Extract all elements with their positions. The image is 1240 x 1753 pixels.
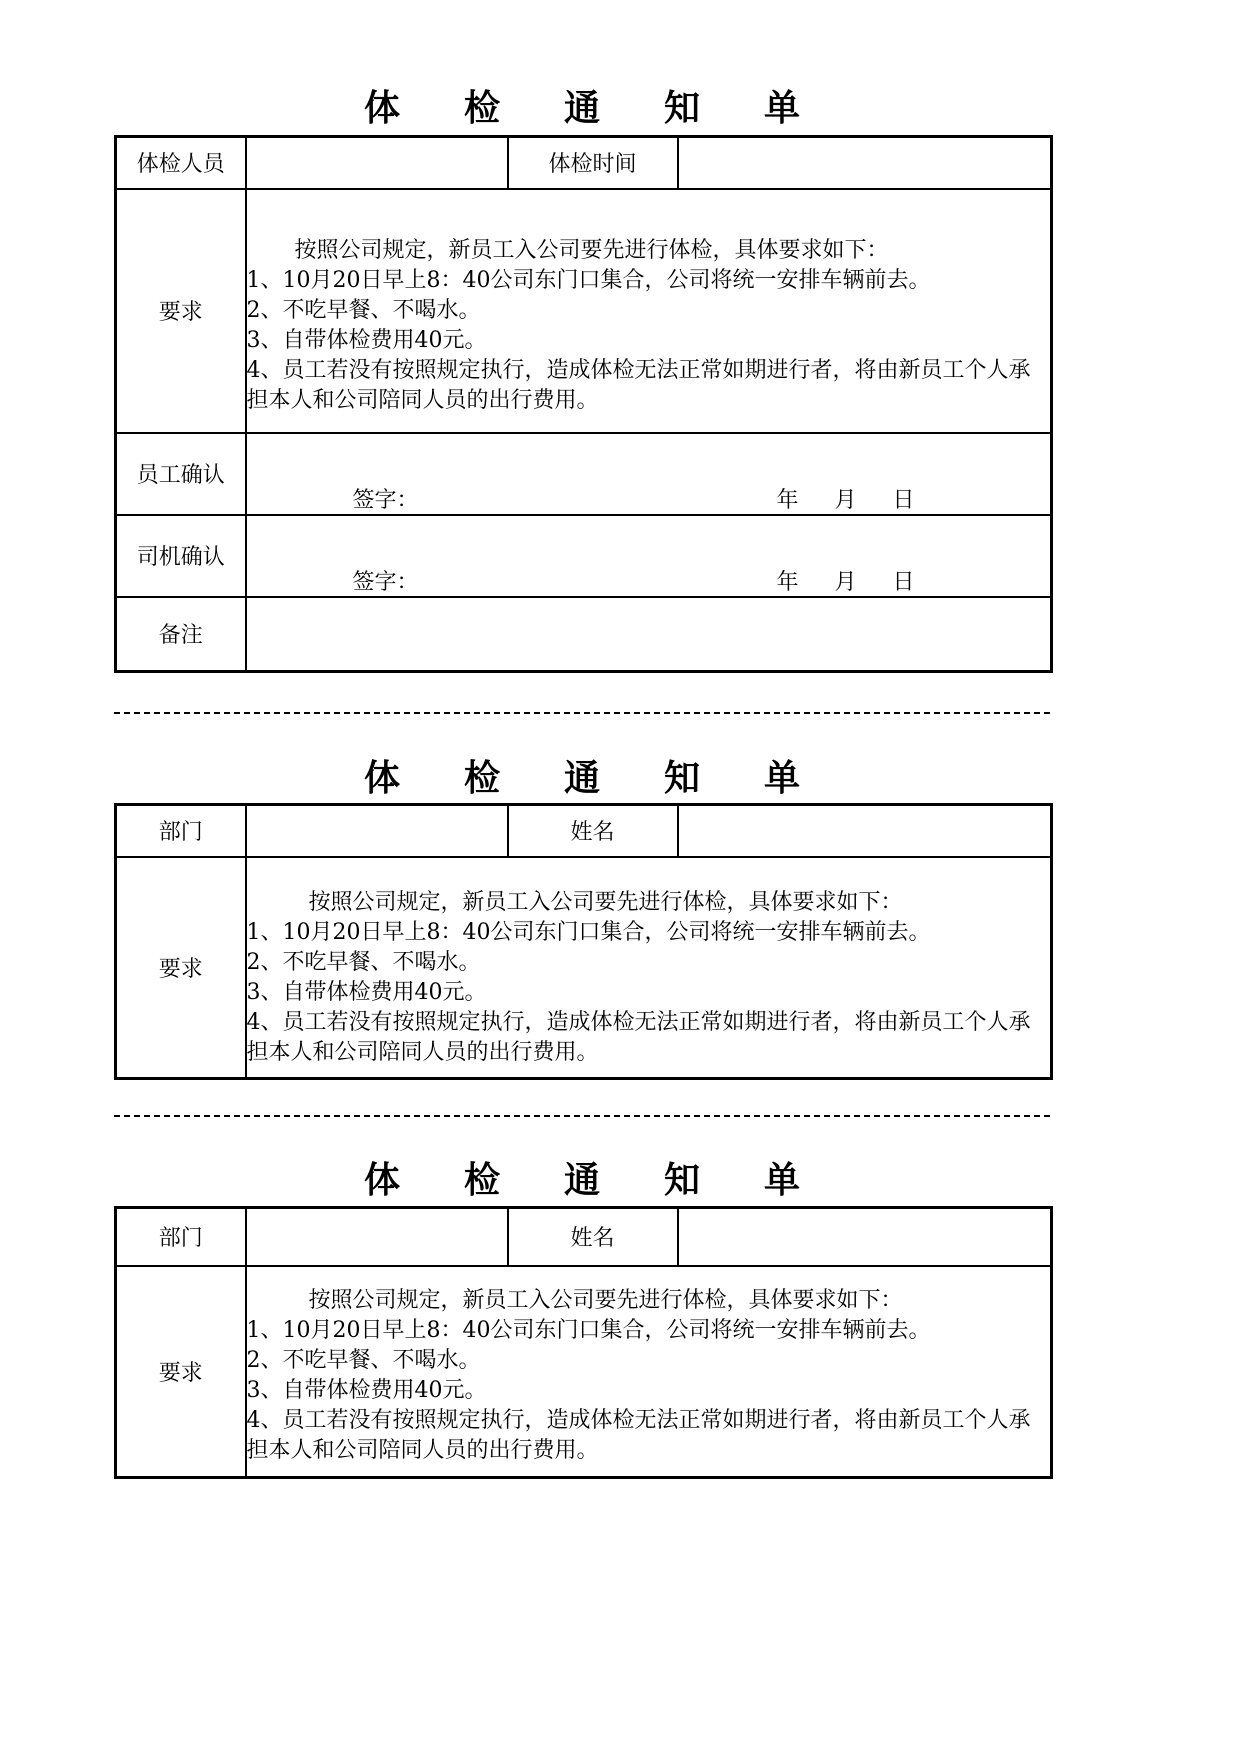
form-2-row-requirements [116, 857, 1052, 1079]
requirement-item: 2、不吃早餐、不喝水。 [246, 297, 481, 323]
title-char: 知 [664, 1159, 701, 1201]
form-1-row-header [116, 137, 1052, 189]
title-char: 知 [664, 87, 701, 129]
requirements-label: 要求 [116, 1266, 246, 1478]
form-1-row-employee-confirm [116, 433, 1052, 515]
employee-sign-label: 签字： [352, 487, 419, 513]
requirements-intro: 按照公司规定，新员工入公司要先进行体检，具体要求如下： [308, 1288, 903, 1314]
title-char: 单 [764, 87, 801, 129]
department-label: 部门 [116, 1208, 246, 1266]
form-1-row-requirements [116, 189, 1052, 433]
driver-confirm-label: 司机确认 [116, 515, 246, 597]
title-char: 单 [764, 1159, 801, 1201]
month-label: 月 [834, 569, 857, 595]
title-char: 检 [463, 87, 500, 129]
requirement-item: 2、不吃早餐、不喝水。 [246, 1348, 481, 1374]
department-field[interactable] [246, 805, 508, 857]
title-char: 体 [363, 757, 400, 799]
examinee-label: 体检人员 [116, 137, 246, 189]
name-field[interactable] [678, 805, 1052, 857]
requirement-item: 1、10月20日早上8：40公司东门口集合，公司将统一安排车辆前去。 [246, 267, 931, 293]
requirement-item: 1、10月20日早上8：40公司东门口集合，公司将统一安排车辆前去。 [246, 1318, 931, 1344]
requirement-item: 3、自带体检费用40元。 [246, 1378, 487, 1404]
form-3-row-requirements [116, 1266, 1052, 1478]
requirements-intro: 按照公司规定，新员工入公司要先进行体检，具体要求如下： [294, 237, 889, 263]
employee-confirm-label: 员工确认 [116, 433, 246, 515]
requirement-item: 2、不吃早餐、不喝水。 [246, 950, 481, 976]
form-1-row-remarks [116, 597, 1052, 672]
employee-date [777, 483, 951, 514]
driver-signature-field[interactable] [246, 515, 1052, 597]
name-label: 姓名 [508, 1208, 678, 1266]
requirement-item: 3、自带体检费用40元。 [246, 980, 487, 1006]
title-char: 体 [363, 1159, 400, 1201]
requirement-item: 4、员工若没有按照规定执行，造成体检无法正常如期进行者，将由新员工个人承担本人和公司陪同人员的出行费用。 [246, 1408, 1031, 1464]
form-2-row-header [116, 805, 1052, 857]
month-label: 月 [834, 487, 857, 513]
title-char: 知 [664, 757, 701, 799]
form-1-row-driver-confirm [116, 515, 1052, 597]
title-char: 检 [463, 1159, 500, 1201]
title-char: 通 [563, 757, 600, 799]
form-3-table [114, 1206, 1053, 1479]
requirement-item: 4、员工若没有按照规定执行，造成体检无法正常如期进行者，将由新员工个人承担本人和公司陪同人员的出行费用。 [246, 1010, 1031, 1066]
title-char: 检 [463, 757, 500, 799]
day-label: 日 [892, 569, 915, 595]
cut-line-divider [114, 1115, 1050, 1117]
examinee-field[interactable] [246, 137, 508, 189]
title-char: 通 [563, 1159, 600, 1201]
requirements-intro: 按照公司规定，新员工入公司要先进行体检，具体要求如下： [308, 890, 903, 916]
form-3-row-header [116, 1208, 1052, 1266]
exam-time-label: 体检时间 [508, 137, 678, 189]
exam-time-field[interactable] [678, 137, 1052, 189]
year-label: 年 [776, 569, 799, 595]
remarks-field[interactable] [246, 597, 1052, 672]
remarks-label: 备注 [116, 597, 246, 672]
department-label: 部门 [116, 805, 246, 857]
day-label: 日 [892, 487, 915, 513]
requirement-item: 4、员工若没有按照规定执行，造成体检无法正常如期进行者，将由新员工个人承担本人和公司陪同人员的出行费用。 [246, 357, 1031, 413]
title-char: 通 [563, 87, 600, 129]
requirements-content [246, 189, 1052, 433]
driver-date [777, 565, 951, 596]
requirements-label: 要求 [116, 857, 246, 1079]
form-2-title [114, 750, 1050, 800]
requirements-content [246, 857, 1052, 1079]
department-field[interactable] [246, 1208, 508, 1266]
requirements-label: 要求 [116, 189, 246, 433]
form-3-title [114, 1152, 1050, 1202]
form-1-table [114, 135, 1053, 673]
requirement-item: 1、10月20日早上8：40公司东门口集合，公司将统一安排车辆前去。 [246, 920, 931, 946]
title-char: 单 [764, 757, 801, 799]
title-char: 体 [363, 87, 400, 129]
name-field[interactable] [678, 1208, 1052, 1266]
form-1-title [114, 80, 1050, 130]
requirement-item: 3、自带体检费用40元。 [246, 327, 487, 353]
year-label: 年 [776, 487, 799, 513]
driver-sign-label: 签字： [352, 569, 419, 595]
name-label: 姓名 [508, 805, 678, 857]
cut-line-divider [114, 712, 1050, 714]
form-2-table [114, 803, 1053, 1080]
employee-signature-field[interactable] [246, 433, 1052, 515]
requirements-content [246, 1266, 1052, 1478]
